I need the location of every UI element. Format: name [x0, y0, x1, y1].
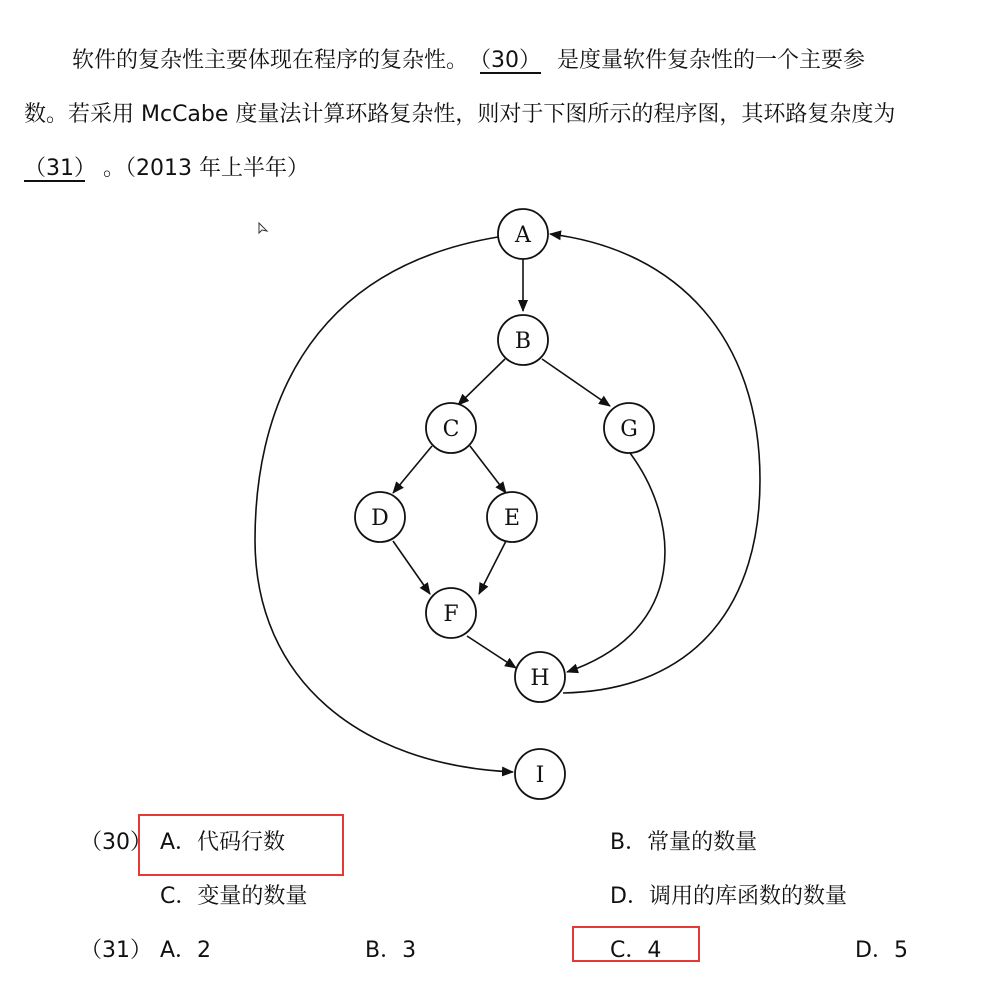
node-label-c: C: [442, 417, 460, 442]
q31-option-c[interactable]: C．4: [610, 938, 662, 963]
highlight-box-q31-c: [572, 926, 700, 962]
node-label-g: G: [620, 417, 638, 442]
q31-option-a[interactable]: A．2: [160, 938, 212, 963]
question-text: 。（2013 年上半年）: [103, 156, 309, 181]
edge-c-d: [393, 446, 432, 493]
node-label-d: D: [371, 506, 389, 531]
edge-b-c: [458, 359, 505, 405]
q30-option-a[interactable]: A．代码行数: [160, 830, 286, 855]
edge-f-h: [467, 636, 516, 668]
answer-blank-30: （30）: [480, 48, 542, 73]
question-text: 软件的复杂性主要体现在程序的复杂性。: [72, 48, 469, 73]
q30-label: （30）: [80, 830, 152, 855]
q30-option-b[interactable]: B．常量的数量: [610, 830, 758, 855]
node-label-h: H: [530, 666, 550, 691]
question-text: 是度量软件复杂性的一个主要参: [557, 48, 866, 73]
q31-option-b[interactable]: B．3: [365, 938, 417, 963]
node-label-i: I: [535, 763, 545, 788]
node-label-f: F: [443, 602, 459, 627]
node-label-e: E: [503, 506, 521, 531]
question-line-2: 数。若采用 McCabe 度量法计算环路复杂性，则对于下图所示的程序图，其环路复杂度为: [24, 102, 896, 127]
q30-option-c[interactable]: C．变量的数量: [160, 884, 308, 909]
edge-c-e: [470, 446, 506, 493]
edge-b-g: [542, 359, 610, 406]
node-label-b: B: [514, 329, 532, 354]
answer-blank-31: （31）: [24, 156, 85, 181]
q31-option-d[interactable]: D．5: [855, 938, 908, 963]
edge-h-a: [550, 234, 760, 693]
q31-label: （31）: [80, 938, 152, 963]
edge-e-f: [479, 541, 506, 594]
q30-option-d[interactable]: D．调用的库函数的数量: [610, 884, 847, 909]
highlight-box-q30-a: [138, 814, 344, 876]
edge-g-h: [567, 453, 665, 672]
edge-d-f: [393, 541, 430, 594]
node-label-a: A: [515, 223, 531, 248]
